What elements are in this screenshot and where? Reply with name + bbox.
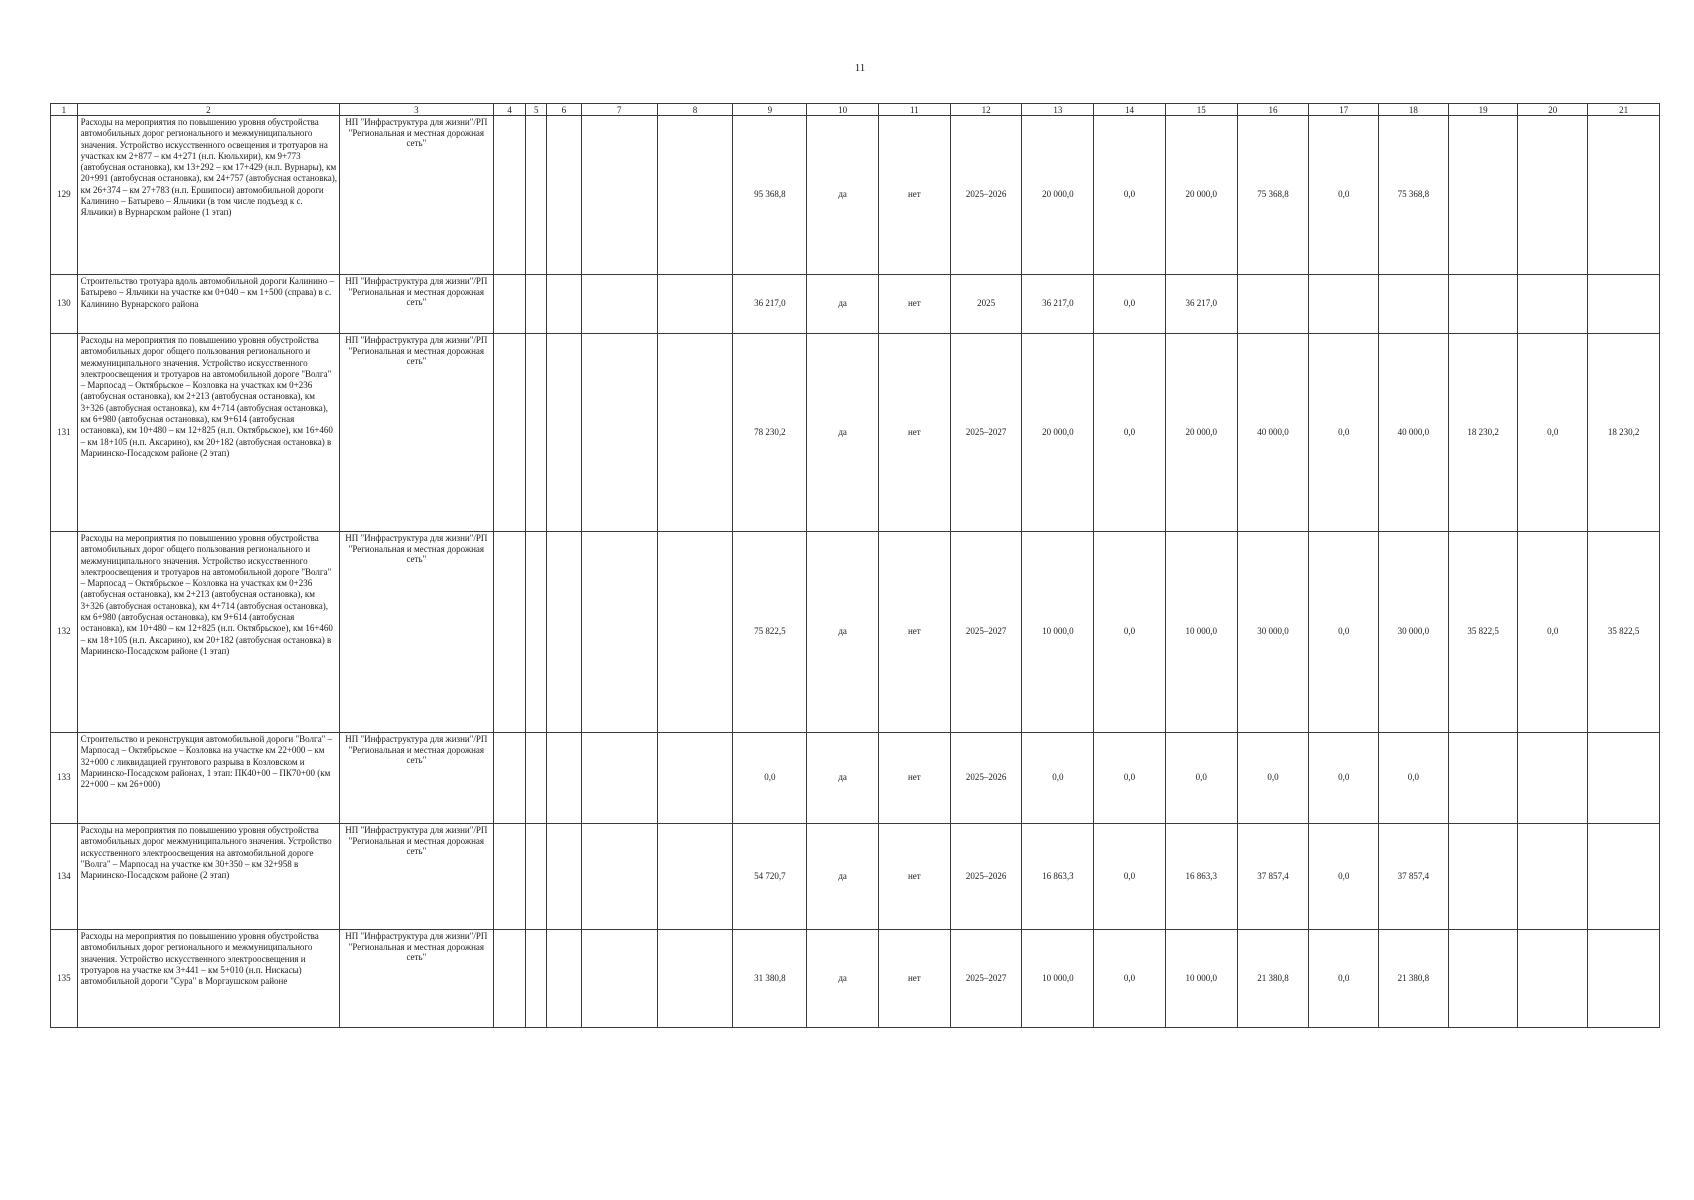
empty-cell xyxy=(581,275,657,334)
value-cell: 36 217,0 xyxy=(1022,275,1094,334)
empty-cell xyxy=(581,824,657,930)
value-cell xyxy=(1588,116,1660,275)
flag-cell: да xyxy=(807,275,879,334)
empty-cell xyxy=(493,733,526,824)
flag-cell: нет xyxy=(878,275,950,334)
value-cell: 0,0 xyxy=(1022,733,1094,824)
value-cell: 10 000,0 xyxy=(1165,930,1237,1028)
column-header: 13 xyxy=(1022,104,1094,116)
value-cell: 21 380,8 xyxy=(1237,930,1309,1028)
column-header: 4 xyxy=(493,104,526,116)
empty-cell xyxy=(546,275,581,334)
empty-cell xyxy=(526,532,546,733)
empty-cell xyxy=(581,930,657,1028)
value-cell xyxy=(1518,733,1588,824)
empty-cell xyxy=(581,334,657,532)
value-cell: 37 857,4 xyxy=(1237,824,1309,930)
value-cell xyxy=(1588,733,1660,824)
value-cell: 0,0 xyxy=(1094,733,1166,824)
empty-cell xyxy=(493,930,526,1028)
empty-cell xyxy=(526,275,546,334)
value-cell: 0,0 xyxy=(1309,930,1379,1028)
value-cell xyxy=(1588,275,1660,334)
table-row xyxy=(51,733,1660,824)
value-cell: 20 000,0 xyxy=(1022,116,1094,275)
value-cell: 0,0 xyxy=(1094,824,1166,930)
value-cell xyxy=(1588,930,1660,1028)
description-cell: Расходы на мероприятия по повышению уровня обустройства автомобильных дорог регионального и межмуниципального значения. Устройство искусственного электроосвещения и тротуаров на участке км 3+441 – км 5+010 (н.п. Нискасы) автомобильной дороги "Сура" в Моргаушском районе xyxy=(77,930,339,1028)
description-cell: Строительство и реконструкция автомобильной дороги "Волга" – Марпосад – Октябрьское – Козловка на участке км 22+000 – км 32+000 с ликвидацией грунтового разрыва в Козловском и Мариинско-Посадском районах, 1 этап: ПК40+00 – ПК70+00 (км 22+000 – км 26+000) xyxy=(77,733,339,824)
empty-cell xyxy=(493,824,526,930)
row-number-cell: 129 xyxy=(51,116,78,275)
value-cell: 0,0 xyxy=(1237,733,1309,824)
value-cell xyxy=(1448,733,1518,824)
value-cell xyxy=(1379,275,1449,334)
column-header: 6 xyxy=(546,104,581,116)
value-cell xyxy=(1518,824,1588,930)
period-cell: 2025–2026 xyxy=(950,824,1022,930)
column-header: 21 xyxy=(1588,104,1660,116)
empty-cell xyxy=(493,334,526,532)
value-cell xyxy=(1518,275,1588,334)
value-cell: 37 857,4 xyxy=(1379,824,1449,930)
table-row xyxy=(51,275,1660,334)
table-row xyxy=(51,930,1660,1028)
period-cell: 2025–2027 xyxy=(950,532,1022,733)
empty-cell xyxy=(581,733,657,824)
empty-cell xyxy=(657,733,733,824)
total-cost-cell: 0,0 xyxy=(733,733,807,824)
flag-cell: нет xyxy=(878,334,950,532)
value-cell: 0,0 xyxy=(1094,116,1166,275)
program-cell: НП "Инфраструктура для жизни"/РП "Региональная и местная дорожная сеть" xyxy=(339,334,493,532)
empty-cell xyxy=(526,116,546,275)
value-cell: 18 230,2 xyxy=(1448,334,1518,532)
value-cell: 75 368,8 xyxy=(1237,116,1309,275)
value-cell: 40 000,0 xyxy=(1379,334,1449,532)
column-header: 20 xyxy=(1518,104,1588,116)
value-cell: 30 000,0 xyxy=(1237,532,1309,733)
column-header: 5 xyxy=(526,104,546,116)
value-cell: 16 863,3 xyxy=(1165,824,1237,930)
empty-cell xyxy=(657,824,733,930)
column-header: 3 xyxy=(339,104,493,116)
column-header: 2 xyxy=(77,104,339,116)
value-cell: 0,0 xyxy=(1518,532,1588,733)
value-cell: 0,0 xyxy=(1309,733,1379,824)
description-cell: Расходы на мероприятия по повышению уровня обустройства автомобильных дорог межмуниципального значения. Устройство искусственного электроосвещения на автомобильной дороге "Волга" – Марпосад на участке км 30+350 – км 32+958 в Мариинско-Посадском районе (2 этап) xyxy=(77,824,339,930)
row-number-cell: 135 xyxy=(51,930,78,1028)
row-number-cell: 134 xyxy=(51,824,78,930)
column-header: 1 xyxy=(51,104,78,116)
value-cell: 75 368,8 xyxy=(1379,116,1449,275)
value-cell xyxy=(1518,116,1588,275)
value-cell: 20 000,0 xyxy=(1022,334,1094,532)
table-row xyxy=(51,824,1660,930)
value-cell: 40 000,0 xyxy=(1237,334,1309,532)
flag-cell: да xyxy=(807,532,879,733)
value-cell: 21 380,8 xyxy=(1379,930,1449,1028)
value-cell: 10 000,0 xyxy=(1022,532,1094,733)
value-cell: 0,0 xyxy=(1165,733,1237,824)
value-cell xyxy=(1518,930,1588,1028)
value-cell: 0,0 xyxy=(1094,532,1166,733)
period-cell: 2025–2026 xyxy=(950,116,1022,275)
column-header: 17 xyxy=(1309,104,1379,116)
row-number-cell: 133 xyxy=(51,733,78,824)
column-header: 8 xyxy=(657,104,733,116)
value-cell: 0,0 xyxy=(1518,334,1588,532)
table-row xyxy=(51,532,1660,733)
flag-cell: нет xyxy=(878,116,950,275)
flag-cell: нет xyxy=(878,930,950,1028)
table-row xyxy=(51,334,1660,532)
empty-cell xyxy=(581,532,657,733)
empty-cell xyxy=(546,334,581,532)
value-cell: 35 822,5 xyxy=(1448,532,1518,733)
total-cost-cell: 54 720,7 xyxy=(733,824,807,930)
empty-cell xyxy=(546,116,581,275)
total-cost-cell: 78 230,2 xyxy=(733,334,807,532)
total-cost-cell: 75 822,5 xyxy=(733,532,807,733)
value-cell: 0,0 xyxy=(1094,334,1166,532)
period-cell: 2025–2027 xyxy=(950,334,1022,532)
column-header: 14 xyxy=(1094,104,1166,116)
empty-cell xyxy=(657,116,733,275)
program-cell: НП "Инфраструктура для жизни"/РП "Региональная и местная дорожная сеть" xyxy=(339,930,493,1028)
empty-cell xyxy=(581,116,657,275)
flag-cell: да xyxy=(807,116,879,275)
value-cell: 16 863,3 xyxy=(1022,824,1094,930)
value-cell xyxy=(1309,275,1379,334)
total-cost-cell: 36 217,0 xyxy=(733,275,807,334)
value-cell xyxy=(1448,275,1518,334)
program-cell: НП "Инфраструктура для жизни"/РП "Региональная и местная дорожная сеть" xyxy=(339,532,493,733)
column-header: 7 xyxy=(581,104,657,116)
value-cell: 0,0 xyxy=(1379,733,1449,824)
header-row xyxy=(51,104,1660,116)
page-number: 11 xyxy=(854,62,866,74)
total-cost-cell: 31 380,8 xyxy=(733,930,807,1028)
value-cell: 0,0 xyxy=(1094,275,1166,334)
column-header: 19 xyxy=(1448,104,1518,116)
description-cell: Расходы на мероприятия по повышению уровня обустройства автомобильных дорог регионального и межмуниципального значения. Устройство искусственного освещения и тротуаров на участках км 2+877 – км 4+271 (н.п. Кюльхири), км 9+773 (автобусная остановка), км 13+292 – км 17+429 (н.п. Вурнары), км 20+991 (автобусная остановка), км 24+757 (автобусная остановка), км 26+374 – км 27+783 (н.п. Ершипоси) автомобильной дороги Калинино – Батырево – Яльчики (в том числе подъезд к с. Яльчики) в Вурнарском районе (1 этап) xyxy=(77,116,339,275)
row-number-cell: 131 xyxy=(51,334,78,532)
program-cell: НП "Инфраструктура для жизни"/РП "Региональная и местная дорожная сеть" xyxy=(339,116,493,275)
empty-cell xyxy=(546,824,581,930)
flag-cell: нет xyxy=(878,824,950,930)
empty-cell xyxy=(657,532,733,733)
value-cell: 35 822,5 xyxy=(1588,532,1660,733)
value-cell: 0,0 xyxy=(1309,116,1379,275)
flag-cell: да xyxy=(807,334,879,532)
flag-cell: нет xyxy=(878,532,950,733)
value-cell: 0,0 xyxy=(1309,532,1379,733)
period-cell: 2025 xyxy=(950,275,1022,334)
value-cell: 36 217,0 xyxy=(1165,275,1237,334)
empty-cell xyxy=(526,824,546,930)
column-header: 12 xyxy=(950,104,1022,116)
value-cell xyxy=(1448,116,1518,275)
total-cost-cell: 95 368,8 xyxy=(733,116,807,275)
empty-cell xyxy=(493,532,526,733)
value-cell xyxy=(1237,275,1309,334)
program-cell: НП "Инфраструктура для жизни"/РП "Региональная и местная дорожная сеть" xyxy=(339,824,493,930)
flag-cell: да xyxy=(807,930,879,1028)
flag-cell: да xyxy=(807,733,879,824)
table-row xyxy=(51,116,1660,275)
empty-cell xyxy=(546,733,581,824)
period-cell: 2025–2026 xyxy=(950,733,1022,824)
program-cell: НП "Инфраструктура для жизни"/РП "Региональная и местная дорожная сеть" xyxy=(339,733,493,824)
value-cell: 30 000,0 xyxy=(1379,532,1449,733)
value-cell xyxy=(1448,930,1518,1028)
column-header: 10 xyxy=(807,104,879,116)
value-cell: 20 000,0 xyxy=(1165,334,1237,532)
value-cell: 0,0 xyxy=(1094,930,1166,1028)
empty-cell xyxy=(526,334,546,532)
empty-cell xyxy=(526,733,546,824)
row-number-cell: 132 xyxy=(51,532,78,733)
empty-cell xyxy=(657,334,733,532)
empty-cell xyxy=(493,275,526,334)
empty-cell xyxy=(526,930,546,1028)
empty-cell xyxy=(657,275,733,334)
value-cell: 10 000,0 xyxy=(1022,930,1094,1028)
period-cell: 2025–2027 xyxy=(950,930,1022,1028)
value-cell: 10 000,0 xyxy=(1165,532,1237,733)
column-header: 9 xyxy=(733,104,807,116)
value-cell: 20 000,0 xyxy=(1165,116,1237,275)
description-cell: Расходы на мероприятия по повышению уровня обустройства автомобильных дорог общего пользования регионального и межмуниципального значения. Устройство искусственного электроосвещения и тротуаров на автомобильной дороге "Волга" – Марпосад – Октябрьское – Козловка на участках км 0+236 (автобусная остановка), км 2+213 (автобусная остановка), км 3+326 (автобусная остановка), км 4+714 (автобусная остановка), км 6+980 (автобусная остановка), км 9+614 (автобусная остановка), км 10+480 – км 12+825 (н.п. Октябрьское), км 16+460 – км 18+105 (н.п. Аксарино), км 20+182 (автобусная остановка) в Мариинско-Посадском районе (1 этап) xyxy=(77,532,339,733)
data-table xyxy=(50,103,1660,1028)
empty-cell xyxy=(546,930,581,1028)
value-cell: 0,0 xyxy=(1309,824,1379,930)
column-header: 11 xyxy=(878,104,950,116)
value-cell: 18 230,2 xyxy=(1588,334,1660,532)
value-cell: 0,0 xyxy=(1309,334,1379,532)
column-header: 18 xyxy=(1379,104,1449,116)
flag-cell: да xyxy=(807,824,879,930)
empty-cell xyxy=(657,930,733,1028)
value-cell xyxy=(1448,824,1518,930)
column-header: 16 xyxy=(1237,104,1309,116)
empty-cell xyxy=(493,116,526,275)
value-cell xyxy=(1588,824,1660,930)
flag-cell: нет xyxy=(878,733,950,824)
empty-cell xyxy=(546,532,581,733)
description-cell: Строительство тротуара вдоль автомобильной дороги Калинино – Батырево – Яльчики на участке км 0+040 – км 1+500 (справа) в с. Калинино Вурнарского района xyxy=(77,275,339,334)
row-number-cell: 130 xyxy=(51,275,78,334)
description-cell: Расходы на мероприятия по повышению уровня обустройства автомобильных дорог общего пользования регионального и межмуниципального значения. Устройство искусственного электроосвещения и тротуаров на автомобильной дороге "Волга" – Марпосад – Октябрьское – Козловка на участках км 0+236 (автобусная остановка), км 2+213 (автобусная остановка), км 3+326 (автобусная остановка), км 4+714 (автобусная остановка), км 6+980 (автобусная остановка), км 9+614 (автобусная остановка), км 10+480 – км 12+825 (н.п. Октябрьское), км 16+460 – км 18+105 (н.п. Аксарино), км 20+182 (автобусная остановка) в Мариинско-Посадском районе (2 этап) xyxy=(77,334,339,532)
program-cell: НП "Инфраструктура для жизни"/РП "Региональная и местная дорожная сеть" xyxy=(339,275,493,334)
column-header: 15 xyxy=(1165,104,1237,116)
